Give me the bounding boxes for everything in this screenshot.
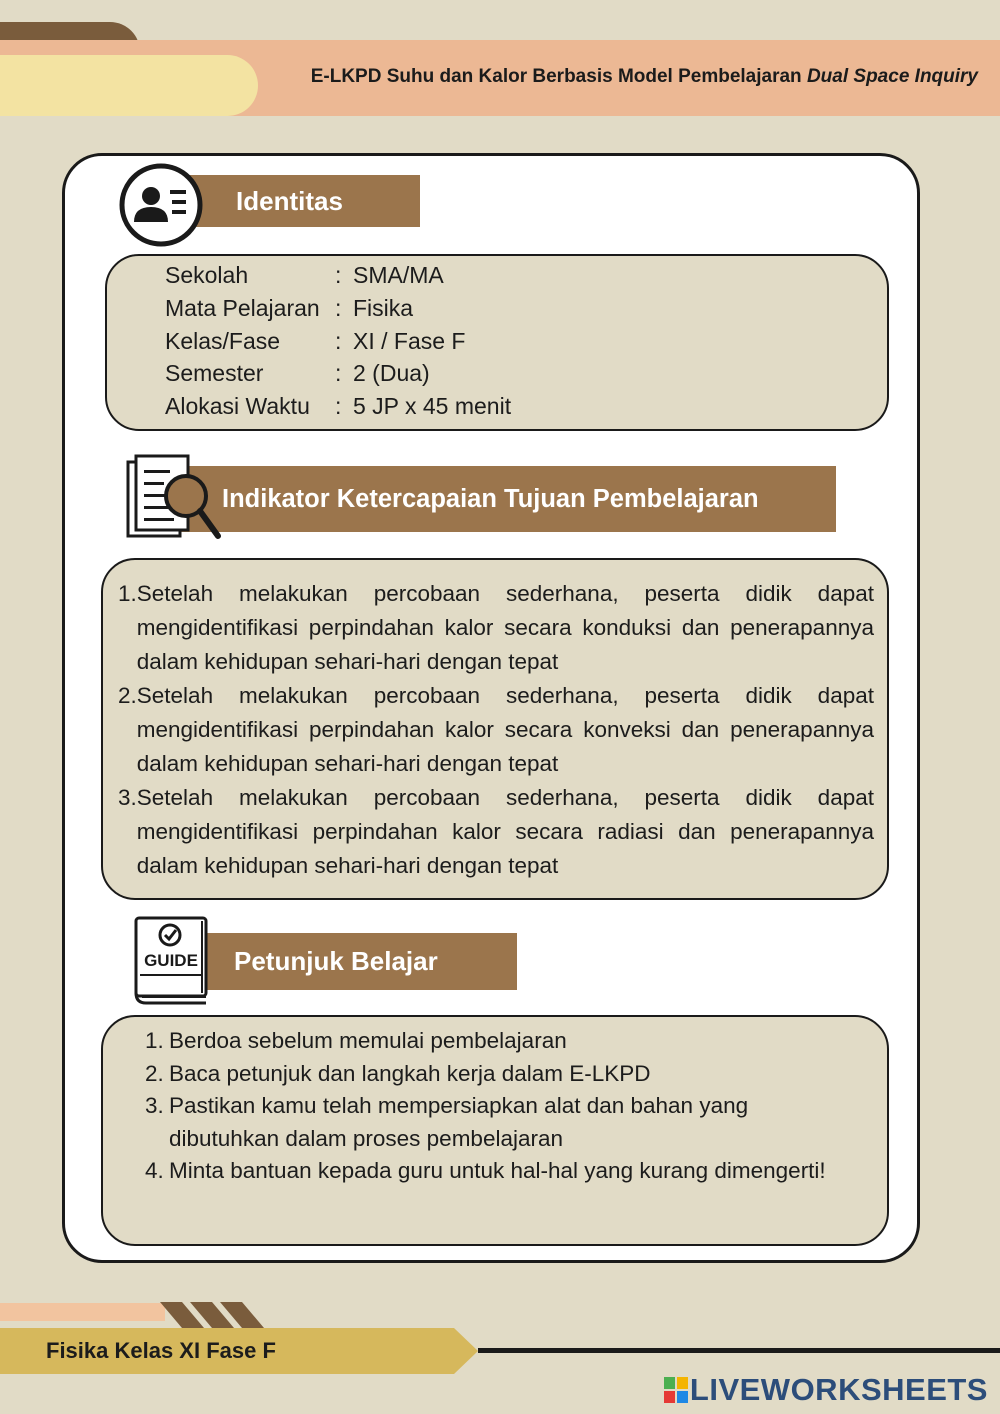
list-item: 3. Pastikan kamu telah mempersiapkan alat dan bahan yang dibutuhkan dalam proses pembelajaran	[145, 1093, 749, 1151]
indikator-list	[118, 577, 874, 883]
document-title: E-LKPD Suhu dan Kalor Berbasis Model Pembelajaran Dual Space Inquiry	[310, 66, 978, 87]
document-search-icon	[124, 452, 224, 542]
document-title-model: Dual Space Inquiry	[806, 66, 978, 87]
guide-book-icon	[132, 915, 212, 1007]
header-accent-yellow	[0, 55, 258, 116]
liveworksheets-icon	[664, 1377, 688, 1403]
footer-label: Fisika Kelas XI Fase F	[46, 1338, 276, 1363]
petunjuk-heading: Petunjuk Belajar	[170, 933, 517, 990]
id-card-icon	[118, 162, 204, 248]
identitas-heading: Identitas	[172, 175, 420, 227]
list-item: 3. Setelah melakukan percobaan sederhana, peserta didik dapat mengidentifikasi perpindahan kalor secara radiasi dan penerapannya dalam kehidupan sehari-hari dengan tepat	[118, 785, 874, 878]
list-item: 1. Berdoa sebelum memulai pembelajaran	[145, 1028, 567, 1053]
identitas-row-alokasi: Alokasi Waktu : 5 JP x 45 menit	[165, 393, 512, 419]
identitas-row-mapel: Mata Pelajaran : Fisika	[165, 295, 414, 321]
list-item: 4. Minta bantuan kepada guru untuk hal-hal yang kurang dimengerti!	[145, 1158, 826, 1183]
list-item: 2. Setelah melakukan percobaan sederhana, peserta didik dapat mengidentifikasi perpindahan kalor secara konveksi dan penerapannya dalam kehidupan sehari-hari dengan tepat	[118, 683, 874, 776]
identitas-row-sekolah: Sekolah : SMA/MA	[165, 262, 444, 288]
identitas-row-semester: Semester : 2 (Dua)	[165, 360, 430, 386]
identitas-row-kelas: Kelas/Fase : XI / Fase F	[165, 328, 466, 354]
indikator-heading: Indikator Ketercapaian Tujuan Pembelajaran	[162, 466, 836, 532]
svg-text:GUIDE: GUIDE	[144, 951, 198, 970]
petunjuk-list	[145, 1025, 835, 1188]
list-item: 1. Setelah melakukan percobaan sederhana, peserta didik dapat mengidentifikasi perpindahan kalor secara konduksi dan penerapannya dalam kehidupan sehari-hari dengan tepat	[118, 581, 874, 674]
list-item: 2. Baca petunjuk dan langkah kerja dalam E-LKPD	[145, 1060, 651, 1086]
liveworksheets-logo: LIVEWORKSHEETS	[664, 1372, 988, 1408]
footer-accent-peach	[0, 1303, 165, 1321]
footer-stripes	[160, 1302, 270, 1330]
footer-rule	[478, 1348, 1000, 1353]
